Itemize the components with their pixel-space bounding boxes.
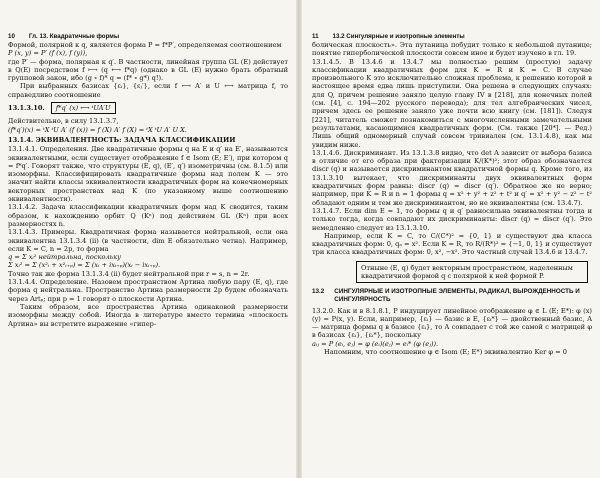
right-page-number: 11: [312, 33, 319, 40]
section-number: 13.2: [312, 288, 325, 296]
paragraph: 13.2.0. Как и в 8.1.8.1, P индуцирует линейное отображение φ ∈ L (E; E*): φ (x)(y) = P(x, y). Если, например, {εᵢ} — базис в E, {εᵢ*} — двойственный базис, A — матрица формы q в базисе {εᵢ}, то A совпадает с той же самой с матрицей φ в базисах {εᵢ}, {εᵢ*}, поскольку: [312, 306, 592, 340]
formula: aᵢⱼ = P (eᵢ, eⱼ) = φ (eᵢ)(eⱼ) = eᵢ* (φ (eⱼ)).: [312, 339, 439, 348]
section-heading: 13.1.4. ЭКВИВАЛЕНТНОСТЬ: ЗАДАЧА КЛАССИФИКАЦИИ: [8, 135, 236, 144]
formula: Σ xᵢ² = Σ (x²ᵢ + x²ᵢ₊ₚ) = Σ (xᵢ + ixᵢ₊ₚ)(xᵢ − ixᵢ₊ₚ).: [8, 261, 161, 270]
left-page-number: 10: [8, 33, 15, 40]
paragraph: При выбранных базисах {εᵢ}, {εⱼ′}, если f ⟷ A′ и U ⟷ матрица f, то справедливо соотношение: [8, 82, 288, 99]
paragraph: Формой, полярной к q, является форма P = f*P′, определяемая соотношением: [8, 41, 282, 49]
paragraph: 13.1.4.7. Если dim E = 1, то формы q и q′ равносильна эквивалентны тогда и только тогда, когда совпадают их дискриминанты: discr (q) = discr (q′). Это немедленно следует из 13.1.3.10.: [312, 206, 592, 232]
paragraph: Таким образом, все пространства Артина одинаковой размерности изоморфны между собой. Иногда в литературе вместо термина «плоскость Артина» вы встретите выражение «гипер-: [8, 302, 288, 328]
left-header-title: Гл. 13. Квадратичные формы: [28, 33, 120, 40]
paragraph: Например, если K = C, то C/(C*)² = {0, 1} и существуют два класса квадратичных форм: 0, qₐ = x². Если K = R, то R/(R*)² = {−1, 0, 1} и существует три класса квадратичных форм: 0, x², −x². Это частный случай 13.4.6 и 13.4.7.: [312, 231, 592, 257]
theorem-line: [8, 102, 288, 114]
left-text: [0, 41, 292, 328]
paragraph: 13.1.4.4. Определение. Назовем пространством Артина любую пару (E, q), где форма q нейтральна. Пространство Артина размерности 2p будем обозначать через Artₚ; при p = 1 говорят о плоскости Артина.: [8, 278, 288, 303]
paragraph: 13.1.4.3. Примеры. Квадратичная форма называется нейтральной, если она эквивалентна 13.1.3.4 (ii) (в частности, dim E обязательно четна). Например, если K = C, n = 2p, то форма: [8, 228, 288, 253]
section-heading: [312, 288, 592, 303]
theorem-label: 13.1.3.10.: [8, 104, 45, 113]
paragraph: Точно так же форма 13.1.3.4 (ii) будет нейтральной при r = s, n = 2r.: [8, 269, 250, 278]
boxed-note: Отныне (E, q) будет векторным пространством, наделенным квадратичной формой q с полярной к ней формой P.: [356, 261, 588, 284]
paragraph: где P′ — форма, полярная к q′. В частности, линейная группа GL (E) действует в Q(E) посредством f ⟼ (q ⟼ f*q) (однако в GL (E) нужно брать обратный групповой закон, ибо (g ∘ f)* q = (f* ∘ g*) q!).: [8, 57, 288, 83]
paragraph: болическая плоскость». Эта путаница побудит только к небольшой путанице; понятие гиперболической плоскости совсем иное и будет изучено в гл. 19.: [312, 41, 592, 58]
left-page: [0, 0, 292, 478]
left-running-header: [0, 0, 292, 41]
formula: P (x, y) = P′ (f (x), f (y)),: [8, 49, 88, 58]
paragraph: 13.1.4.6. Дискриминант. Из 13.1.3.8 видно, что det A зависит от выбора базиса в отличие от его образа при факторизации K/(K*)²; этот образ обозначается discr (q) и называется дискриминантом квадратичной формы q. Кроме того, из 13.1.3.10 вытекает, что дискриминанты двух эквивалентных форм квадратичных форм равны: discr (q) = discr (q′). Обратное же не верно; например, при K = R и n = 1 формы q = x² + y² + z² + t² и q′ = x² + y² − z² − t² обладают одним и тем же дискриминантом, но не эквивалентны (см. 13.4.7).: [312, 148, 592, 207]
paragraph: Действительно, в силу 13.1.3.7,: [8, 117, 119, 126]
formula: q = Σ xᵢ² нейтральна, поскольку: [8, 253, 121, 262]
right-page: [304, 0, 596, 478]
paragraph: Напомним, что соотношение φ ∈ Isom (E; E*) эквивалентно Ker φ = 0: [324, 347, 567, 356]
right-running-header: [304, 0, 596, 41]
right-header-title: 13.2 Сингулярные и изотропные элементы: [332, 33, 465, 40]
paragraph: 13.1.4.5. В 13.4.6 и 13.4.7 мы полностью решим (простую) задачу классификации квадратичных форм для K = R и K = C. В случае произвольного K это исключительно сложная проблема, к решению которой в настоящее время едва лишь приступили. Она решена в следующих случаях: для Q, причем решение заняло целую главу IV в [218], для конечных полей (см. [4], с. 194—202 русского перевода); для тел алгебраических чисел, причем здесь ее решение заняло уже почти всю книгу (см. [181]). Следуя [221], читатель сможет познакомиться с многочисленными замечательными результатами, касающимися квадратичных форм. (См. также [20*]. — Ред.) Лишь общий одномерный случай совсем тривиален (см. 13.1.4.8), как мы увидим ниже.: [312, 57, 592, 149]
paragraph: 13.1.4.2. Задача классификации квадратичных форм над K сводится, таким образом, к нахождению орбит Q (Kⁿ) под действием GL (Kⁿ) при всех размерностях n.: [8, 203, 288, 228]
right-text: [304, 41, 596, 257]
right-text-section: [304, 288, 596, 356]
book-gutter: [296, 0, 302, 478]
boxed-formula: f*q′ (x) ⟷ ᵗUA′U: [51, 102, 116, 114]
section-title: СИНГУЛЯРНЫЕ И ИЗОТРОПНЫЕ ЭЛЕМЕНТЫ, РАДИКАЛ, ВЫРОЖДЕННОСТЬ И СИНГУЛЯРНОСТЬ: [334, 288, 580, 303]
formula: (f*q′)(x) = ᵗX ᵗU A′ (f (x)) = f (X) A′ f (X) = ᵗX ᵗU A′ U X.: [8, 125, 187, 134]
paragraph: 13.1.4.1. Определения. Две квадратичные формы q на E и q′ на E′, называются эквивалентными, если существует отображение f ∈ Isom (E; E′), при котором q = f*q′. Говорят также, что структуры (E, q), (E′, q′) изометричны (см. 8.1.5) или изоморфны. Классифицировать квадратичные формы над полем K — это значит найти классы эквивалентности квадратичных форм на конечномерных векторных пространствах над K (по указанному выше соотношению эквивалентности).: [8, 145, 288, 204]
